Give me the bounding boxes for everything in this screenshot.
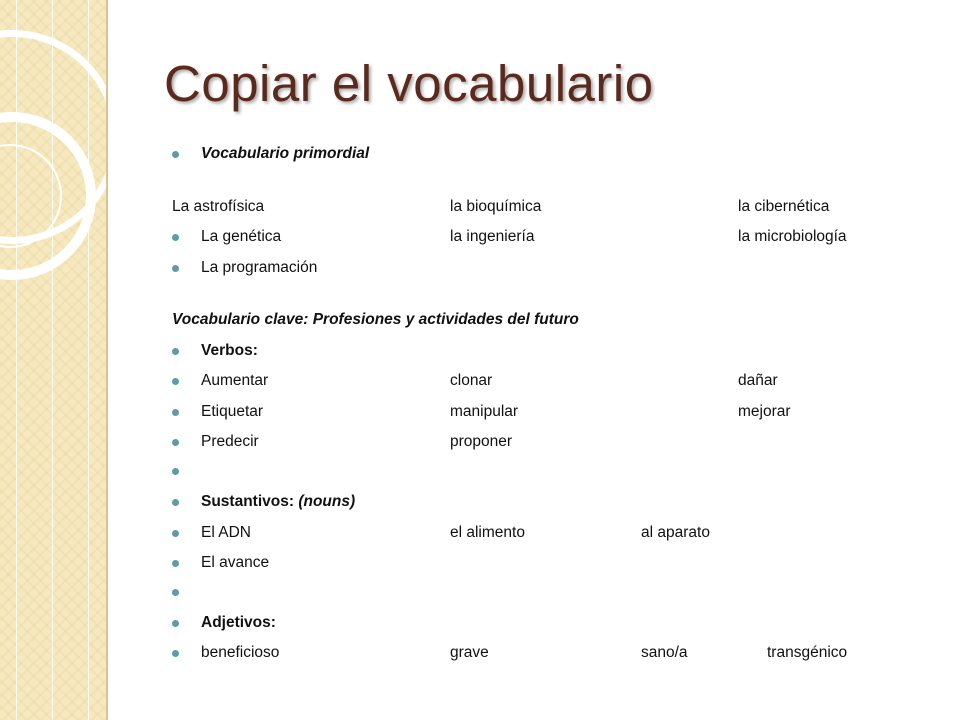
bullet-icon — [172, 265, 179, 272]
vocab-term: mejorar — [738, 403, 791, 420]
vocab-term: La programación — [201, 259, 318, 276]
vocab-term: Etiquetar — [201, 403, 264, 420]
bullet-icon — [172, 468, 179, 475]
list-item-sustantivos-heading — [0, 491, 960, 515]
list-item-empty — [0, 460, 960, 484]
bullet-icon — [172, 151, 179, 158]
list-item-empty — [0, 581, 960, 605]
list-item-vocab-row — [0, 370, 960, 394]
bullet-icon — [172, 560, 179, 567]
list-item-vocab-row — [0, 226, 960, 250]
bullet-icon — [172, 348, 179, 355]
list-item-verbos-heading — [0, 340, 960, 364]
section-heading: Vocabulario primordial — [201, 145, 370, 162]
list-item-vocab-row — [0, 552, 960, 576]
vocab-term: La astrofísica — [172, 198, 265, 215]
vocab-term: Aumentar — [201, 372, 269, 389]
vocab-term: dañar — [738, 372, 778, 389]
vocab-term: el alimento — [450, 524, 525, 541]
vocab-term: la bioquímica — [450, 198, 542, 215]
vocab-term: la microbiología — [738, 228, 847, 245]
list-item-vocab-row — [0, 642, 960, 666]
vocab-term: sano/a — [641, 644, 688, 661]
list-item-clave-heading — [0, 309, 960, 333]
list-item-vocab-row — [0, 401, 960, 425]
vocab-term: la ingeniería — [450, 228, 535, 245]
list-item-vocab-row — [0, 196, 960, 220]
bullet-icon — [172, 234, 179, 241]
vocab-term: El ADN — [201, 524, 251, 541]
section-heading: Vocabulario clave: Profesiones y actividades del futuro — [172, 311, 579, 328]
category-heading-note: (nouns) — [294, 493, 356, 510]
bullet-icon — [172, 409, 179, 416]
list-item-adjetivos-heading — [0, 612, 960, 636]
vocab-term: transgénico — [767, 644, 848, 661]
vocab-term: clonar — [450, 372, 493, 389]
bullet-icon — [172, 439, 179, 446]
vocab-term: El avance — [201, 554, 270, 571]
category-heading-label: Sustantivos: — [201, 493, 295, 510]
bullet-icon — [172, 589, 179, 596]
vocab-term: beneficioso — [201, 644, 280, 661]
vocab-term: proponer — [450, 433, 513, 450]
vocab-term: Predecir — [201, 433, 259, 450]
category-heading: Adjetivos: — [201, 614, 276, 631]
bullet-icon — [172, 378, 179, 385]
slide-title: Copiar el vocabulario — [164, 55, 654, 112]
list-item-vocab-row — [0, 257, 960, 281]
vocab-term: la cibernética — [738, 198, 830, 215]
vocab-term: La genética — [201, 228, 282, 245]
list-item-primordial-heading — [0, 143, 960, 167]
vocab-term: manipular — [450, 403, 519, 420]
bullet-icon — [172, 650, 179, 657]
vocab-term: al aparato — [641, 524, 710, 541]
category-heading: Verbos: — [201, 342, 258, 359]
category-heading — [201, 493, 355, 511]
vocab-term: grave — [450, 644, 489, 661]
bullet-icon — [172, 620, 179, 627]
list-item-vocab-row — [0, 522, 960, 546]
bullet-icon — [172, 530, 179, 537]
bullet-icon — [172, 499, 179, 506]
list-item-vocab-row — [0, 431, 960, 455]
